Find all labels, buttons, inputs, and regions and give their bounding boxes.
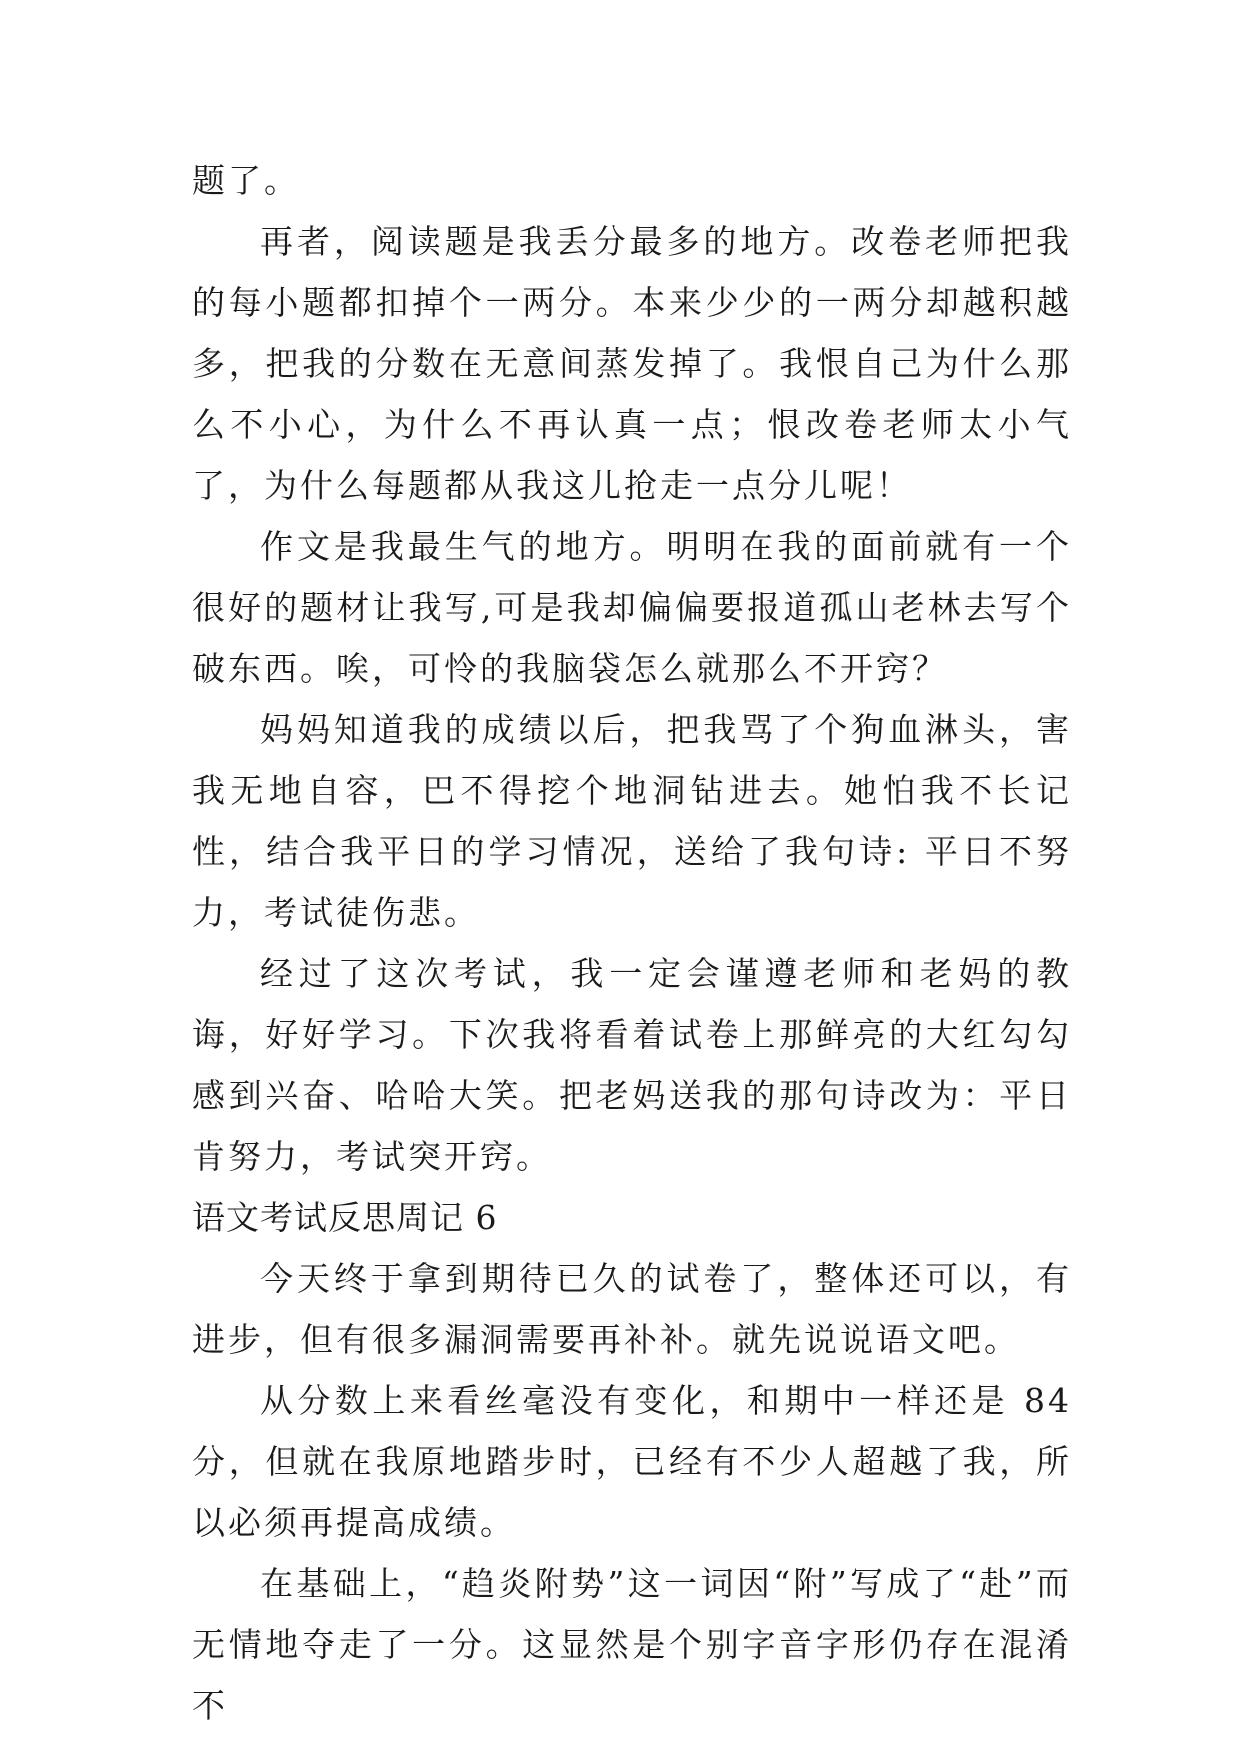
paragraph-intro: 今天终于拿到期待已久的试卷了，整体还可以，有进步，但有很多漏洞需要再补补。就先说说语文吧。: [192, 1259, 1072, 1359]
section-heading: 语文考试反思周记 6: [192, 1198, 498, 1237]
paragraph-continuation: 题了。: [192, 161, 300, 200]
document-body: [192, 150, 1072, 1736]
paragraph-mother-reaction: 妈妈知道我的成绩以后，把我骂了个狗血淋头，害我无地自容，巴不得挖个地洞钻进去。她怕我不长记性，结合我平日的学习情况，送给了我句诗: 平日不努力，考试徒伤悲。: [192, 710, 1072, 932]
paragraph-basics: 在基础上，“趋炎附势”这一词因“附”写成了“赴”而无情地夺走了一分。这显然是个别字音字形仍存在混淆不: [192, 1564, 1072, 1725]
paragraph-score: 从分数上来看丝毫没有变化，和期中一样还是 84 分，但就在我原地踏步时，已经有不少人超越了我，所以必须再提高成绩。: [192, 1381, 1072, 1542]
paragraph-reading-section: 再者，阅读题是我丢分最多的地方。改卷老师把我的每小题都扣掉个一两分。本来少少的一两分却越积越多，把我的分数在无意间蒸发掉了。我恨自己为什么那么不小心，为什么不再认真一点；恨改卷老师太小气了，为什么每题都从我这儿抢走一点分儿呢！: [192, 222, 1072, 505]
paragraph-resolution: 经过了这次考试，我一定会谨遵老师和老妈的教诲，好好学习。下次我将看着试卷上那鲜亮的大红勾勾感到兴奋、哈哈大笑。把老妈送我的那句诗改为：平日肯努力，考试突开窍。: [192, 954, 1072, 1176]
paragraph-essay-section: 作文是我最生气的地方。明明在我的面前就有一个很好的题材让我写,可是我却偏偏要报道孤山老林去写个破东西。唉，可怜的我脑袋怎么就那么不开窍？: [192, 527, 1072, 688]
